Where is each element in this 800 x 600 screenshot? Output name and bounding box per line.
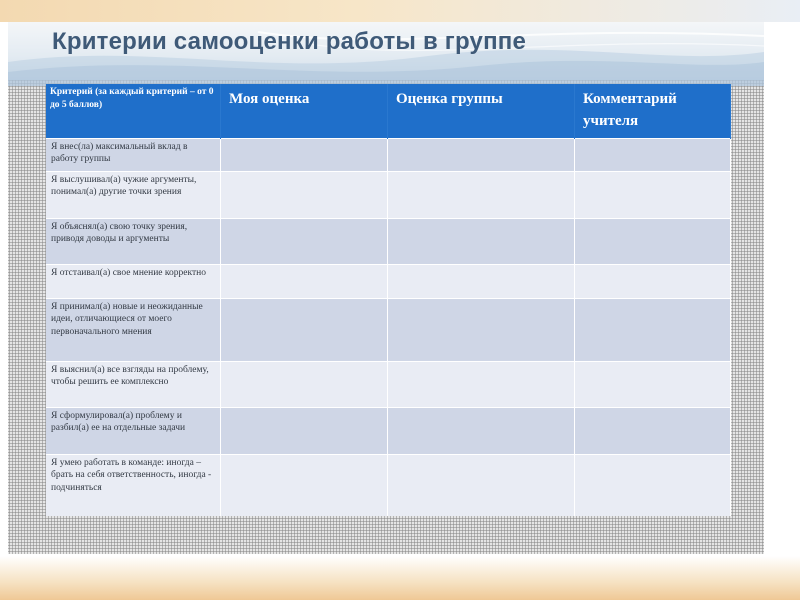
criteria-table — [46, 84, 731, 516]
slide-bottom-decoration — [0, 556, 800, 600]
criterion-cell: Я объяснял(а) свою точку зрения, приводя доводы и аргументы — [46, 218, 221, 264]
table-row — [46, 407, 731, 454]
teacher-comment-cell[interactable] — [575, 138, 731, 171]
criterion-cell: Я выяснил(а) все взгляды на проблему, чтобы решить ее комплексно — [46, 361, 221, 407]
my-score-cell[interactable] — [221, 407, 388, 454]
criterion-cell: Я принимал(а) новые и неожиданные идеи, отличающиеся от моего первоначального мнения — [46, 298, 221, 361]
group-score-cell[interactable] — [388, 361, 575, 407]
group-score-cell[interactable] — [388, 218, 575, 264]
group-score-cell[interactable] — [388, 171, 575, 218]
my-score-cell[interactable] — [221, 138, 388, 171]
slide-top-decoration — [0, 0, 800, 22]
slide-panel — [8, 22, 764, 554]
criterion-cell: Я внес(ла) максимальный вклад в работу группы — [46, 138, 221, 171]
group-score-cell[interactable] — [388, 264, 575, 298]
table-row — [46, 218, 731, 264]
teacher-comment-cell[interactable] — [575, 298, 731, 361]
my-score-cell[interactable] — [221, 298, 388, 361]
my-score-cell[interactable] — [221, 361, 388, 407]
page-title: Критерии самооценки работы в группе — [52, 28, 527, 55]
my-score-cell[interactable] — [221, 171, 388, 218]
table-header-row — [46, 84, 731, 138]
group-score-cell[interactable] — [388, 138, 575, 171]
teacher-comment-cell[interactable] — [575, 218, 731, 264]
table-row — [46, 264, 731, 298]
group-score-cell[interactable] — [388, 454, 575, 516]
table-row — [46, 138, 731, 171]
my-score-cell[interactable] — [221, 218, 388, 264]
my-score-cell[interactable] — [221, 454, 388, 516]
my-score-cell[interactable] — [221, 264, 388, 298]
group-score-cell[interactable] — [388, 407, 575, 454]
teacher-comment-cell[interactable] — [575, 407, 731, 454]
header-criterion: Критерий (за каждый критерий – от 0 до 5 баллов) — [46, 84, 221, 138]
criterion-cell: Я умею работать в команде: иногда – брать на себя ответственность, иногда - подчиняться — [46, 454, 221, 516]
header-group-score: Оценка группы — [388, 84, 575, 138]
teacher-comment-cell[interactable] — [575, 361, 731, 407]
header-my-score: Моя оценка — [221, 84, 388, 138]
table-row — [46, 298, 731, 361]
table-row — [46, 454, 731, 516]
table-row — [46, 361, 731, 407]
teacher-comment-cell[interactable] — [575, 264, 731, 298]
header-teacher-comment: Комментарий учителя — [575, 84, 731, 138]
teacher-comment-cell[interactable] — [575, 454, 731, 516]
teacher-comment-cell[interactable] — [575, 171, 731, 218]
criterion-cell: Я сформулировал(а) проблему и разбил(а) ее на отдельные задачи — [46, 407, 221, 454]
group-score-cell[interactable] — [388, 298, 575, 361]
table-row — [46, 171, 731, 218]
criterion-cell: Я выслушивал(а) чужие аргументы, понимал(а) другие точки зрения — [46, 171, 221, 218]
criterion-cell: Я отстаивал(а) свое мнение корректно — [46, 264, 221, 298]
